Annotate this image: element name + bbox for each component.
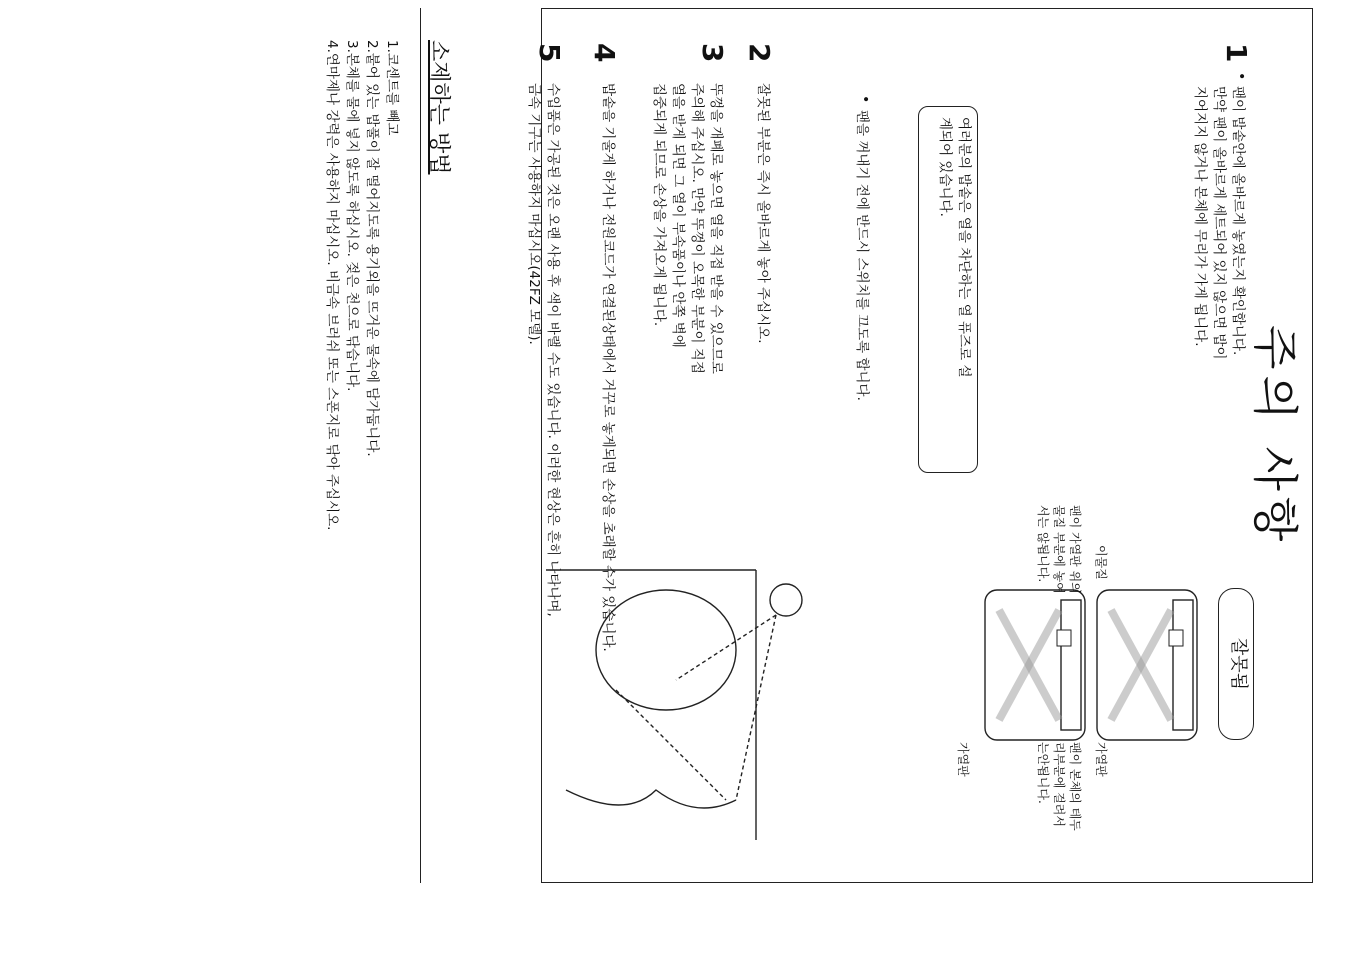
- label-heating-plate-b: 가열판: [956, 742, 970, 777]
- bullet-2: •: [857, 95, 873, 104]
- item-number-3: 3: [696, 43, 729, 63]
- fuse-note-box: [918, 106, 978, 473]
- label-heating-plate-a: 가열판: [1094, 742, 1108, 777]
- wrong-figures-illustration: [976, 570, 1211, 755]
- cleaning-rule: [420, 8, 421, 883]
- cooker-figure-a: [1097, 590, 1197, 740]
- item-5-line-1: 수입품은 가공된 것은 오랜 사용 후 색이 바랠 수도 있습니다. 이러한 현상은 흔히 나타나며,: [545, 83, 561, 617]
- item-3-line-4: 집중되게 되므로 손상을 가져오게 됩니다.: [651, 83, 667, 327]
- heat-source-icon: [770, 584, 802, 616]
- label-b-left-3: 서는 않됩니다.: [1036, 505, 1050, 583]
- label-b-right-3: 는안됩니다.: [1036, 742, 1050, 804]
- item-1-line-2: 만약 팬이 올바르게 세트되어 있지 않으면 밥이: [1211, 86, 1227, 360]
- label-foreign-matter: 이물질: [1094, 545, 1108, 580]
- bullet-1: •: [1233, 72, 1249, 81]
- item-2-line-1: 잘못된 부분은 즉시 올바르게 놓아 주십시오.: [755, 83, 771, 344]
- cooker-figure-b: [985, 590, 1085, 740]
- lid-heat-illustration: [536, 560, 816, 865]
- switch-off-note: 팬을 꺼내기 전에 반드시 스위치를 끄도록 합니다.: [854, 110, 870, 401]
- label-b-left-1: 팬이 가열판 위의: [1068, 505, 1082, 594]
- item-1-line-3: 지어지지 않거나 본체에 무리가 가게 됩니다.: [1192, 86, 1208, 347]
- item-3-line-3: 열을 받게 되면 그 열이 부속품이나 안쪽 벽에: [670, 83, 686, 348]
- label-b-left-2: 물질 부분에 놓여: [1052, 505, 1066, 594]
- fuse-note-line-1: 여러분의 밥솥은 열을 차단하는 열 퓨즈로 설: [956, 117, 972, 378]
- cleaning-step-3: 3.본체를 물에 넣지 않도록 하십시오. 젖은 천으로 닦습니다.: [344, 40, 360, 392]
- item-number-1: 1: [1220, 43, 1253, 63]
- item-1-line-1: 팬이 밥솥안에 올바르게 놓였는지 확인합니다.: [1230, 86, 1246, 356]
- item-5-line-2: 금속 기구는 사용하지 마십시오(42FZ 모델).: [526, 83, 542, 345]
- heat-wave-path: [566, 790, 736, 808]
- item-3-line-2: 주의해 주십시오. 만약 뚜껑이 오목한 부분이 직접: [689, 83, 705, 374]
- item-number-2: 2: [743, 43, 776, 63]
- label-b-right-1: 팬이 본체의 테두: [1068, 742, 1082, 831]
- cleaning-step-4: 4.연마제나 강력은 사용하지 마십시오. 비금속 브러쉬 또는 스폰지로 닦아 주십시오.: [324, 40, 340, 531]
- fuse-note-line-2: 계되어 있습니다.: [937, 117, 953, 217]
- item-4-line-1: 밥솥을 기울게 하거나 전원코드가 연결된상태에서 거꾸로 놓게되면 손상을 초래할 수가 있습니다.: [600, 83, 616, 652]
- wrong-label: 잘못됨: [1218, 588, 1254, 740]
- item-number-5: 5: [533, 43, 566, 63]
- item-number-4: 4: [588, 43, 621, 63]
- cleaning-step-1: 1.코센트를 빼고: [384, 40, 400, 136]
- label-b-right-2: 리부분에 걸려서: [1052, 742, 1066, 827]
- page-title: 주의 사항: [1248, 325, 1302, 548]
- item-3-line-1: 뚜껑을 개폐로 놓으면 열을 직접 받을 수 있으므로: [708, 83, 724, 374]
- lid-outline: [596, 590, 736, 710]
- cleaning-title: 소제하는 방법: [426, 40, 451, 175]
- cleaning-step-2: 2.붙어 있는 밥풀이 잘 떨어지도록 용기외을 뜨거운 물속에 담가둡니다.: [364, 40, 380, 457]
